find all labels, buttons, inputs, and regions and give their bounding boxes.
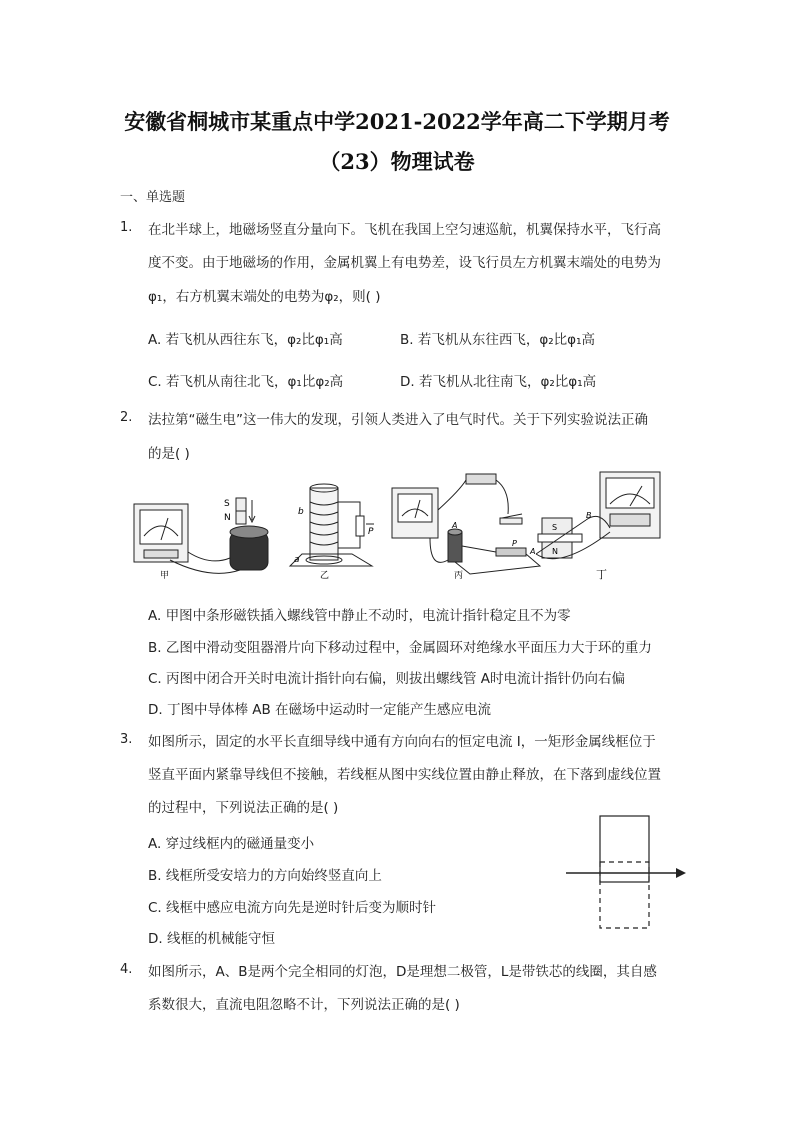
question-2-line-1: 法拉第“磁生电”这一伟大的发现，引领人类进入了电气时代。关于下列实验说法正确 [148,412,648,428]
dashed-frame [600,862,649,928]
figure-label-jia: 甲 [160,571,170,581]
question-2-line-2: 的是( ) [148,446,190,462]
question-1-option-b: B. 若飞机从东往西飞，φ₂比φ₁高 [400,332,595,348]
exam-title-line1: 安徽省桐城市某重点中学2021-2022学年高二下学期月考 [124,109,670,134]
question-1-option-d: D. 若飞机从北往南飞，φ₂比φ₁高 [400,374,597,390]
question-1-option-c: C. 若飞机从南往北飞，φ₁比φ₂高 [148,374,344,390]
figure-label-yi: 乙 [320,571,330,581]
question-3-option-c: C. 线框中感应电流方向先是逆时针后变为顺时针 [148,900,437,916]
question-3-number: 3. [120,732,133,747]
question-1-line-2: 度不变。由于地磁场的作用，金属机翼上有电势差，设飞行员左方机翼末端处的电势为 [148,255,661,271]
question-1-number: 1. [120,220,133,235]
question-4-line-1: 如图所示，A、B是两个完全相同的灯泡，D是理想二极管，L是带铁芯的线圈，其自感 [148,964,657,980]
question-3-option-a: A. 穿过线框内的磁通量变小 [148,836,315,852]
question-3-line-1: 如图所示，固定的水平长直细导线中通有方向向右的恒定电流 I，一矩形金属线框位于 [148,734,656,750]
experiment-figure [130,470,670,582]
figure-label-b-ding: B [586,511,592,520]
question-1-line-3: φ₁，右方机翼末端处的电势为φ₂，则( ) [148,289,381,305]
question-3-line-3: 的过程中，下列说法正确的是( ) [148,800,339,816]
figure-label-n-ding: N [552,547,558,556]
question-2-option-d: D. 丁图中导体棒 AB 在磁场中运动时一定能产生感应电流 [148,702,492,718]
figure-yi [290,484,374,566]
question-3-option-d: D. 线框的机械能守恒 [148,931,275,947]
question-2-option-a: A. 甲图中条形磁铁插入螺线管中静止不动时，电流计指针稳定且不为零 [148,608,571,624]
figure-label-a-bing: A [452,521,458,530]
question-1-line-1: 在北半球上，地磁场竖直分量向下。飞机在我国上空匀速巡航，机翼保持水平，飞行高 [148,222,661,238]
question-1-option-a: A. 若飞机从西往东飞，φ₂比φ₁高 [148,332,343,348]
question-3-line-2: 竖直平面内紧靠导线但不接触，若线框从图中实线位置由静止释放，在下落到虚线位置 [148,767,661,783]
figure-bing [392,474,540,574]
figure-label-bing: 丙 [454,571,464,581]
question-4-line-2: 系数很大，直流电阻忽略不计，下列说法正确的是( ) [148,997,460,1013]
current-arrow-icon [676,868,686,878]
figure-label-p-yi: P [368,527,374,537]
figure-label-n: N [224,513,231,523]
question-2-option-c: C. 丙图中闭合开关时电流计指针向右偏，则拔出螺线管 A时电流计指针仍向右偏 [148,671,626,687]
question-3-option-b: B. 线框所受安培力的方向始终竖直向上 [148,868,382,884]
solid-frame [600,816,649,882]
exam-title-line2: （23）物理试卷 [319,149,475,174]
figure-label-a-ding: A [530,547,536,556]
figure-label-p-bing: P [512,539,517,548]
question-4-number: 4. [120,962,133,977]
question-2-number: 2. [120,410,133,425]
figure-ding [536,472,660,559]
section-heading: 一、单选题 [120,190,186,205]
wire-frame-figure [560,810,690,940]
figure-label-a: a [294,555,300,565]
question-2-option-b: B. 乙图中滑动变阻器滑片向下移动过程中，金属圆环对绝缘水平面压力大于环的重力 [148,640,652,656]
figure-jia [134,498,268,573]
figure-label-b: b [298,507,304,517]
figure-label-s-ding: S [552,523,558,532]
figure-label-ding: 丁 [596,568,607,581]
figure-label-s: S [224,499,230,509]
